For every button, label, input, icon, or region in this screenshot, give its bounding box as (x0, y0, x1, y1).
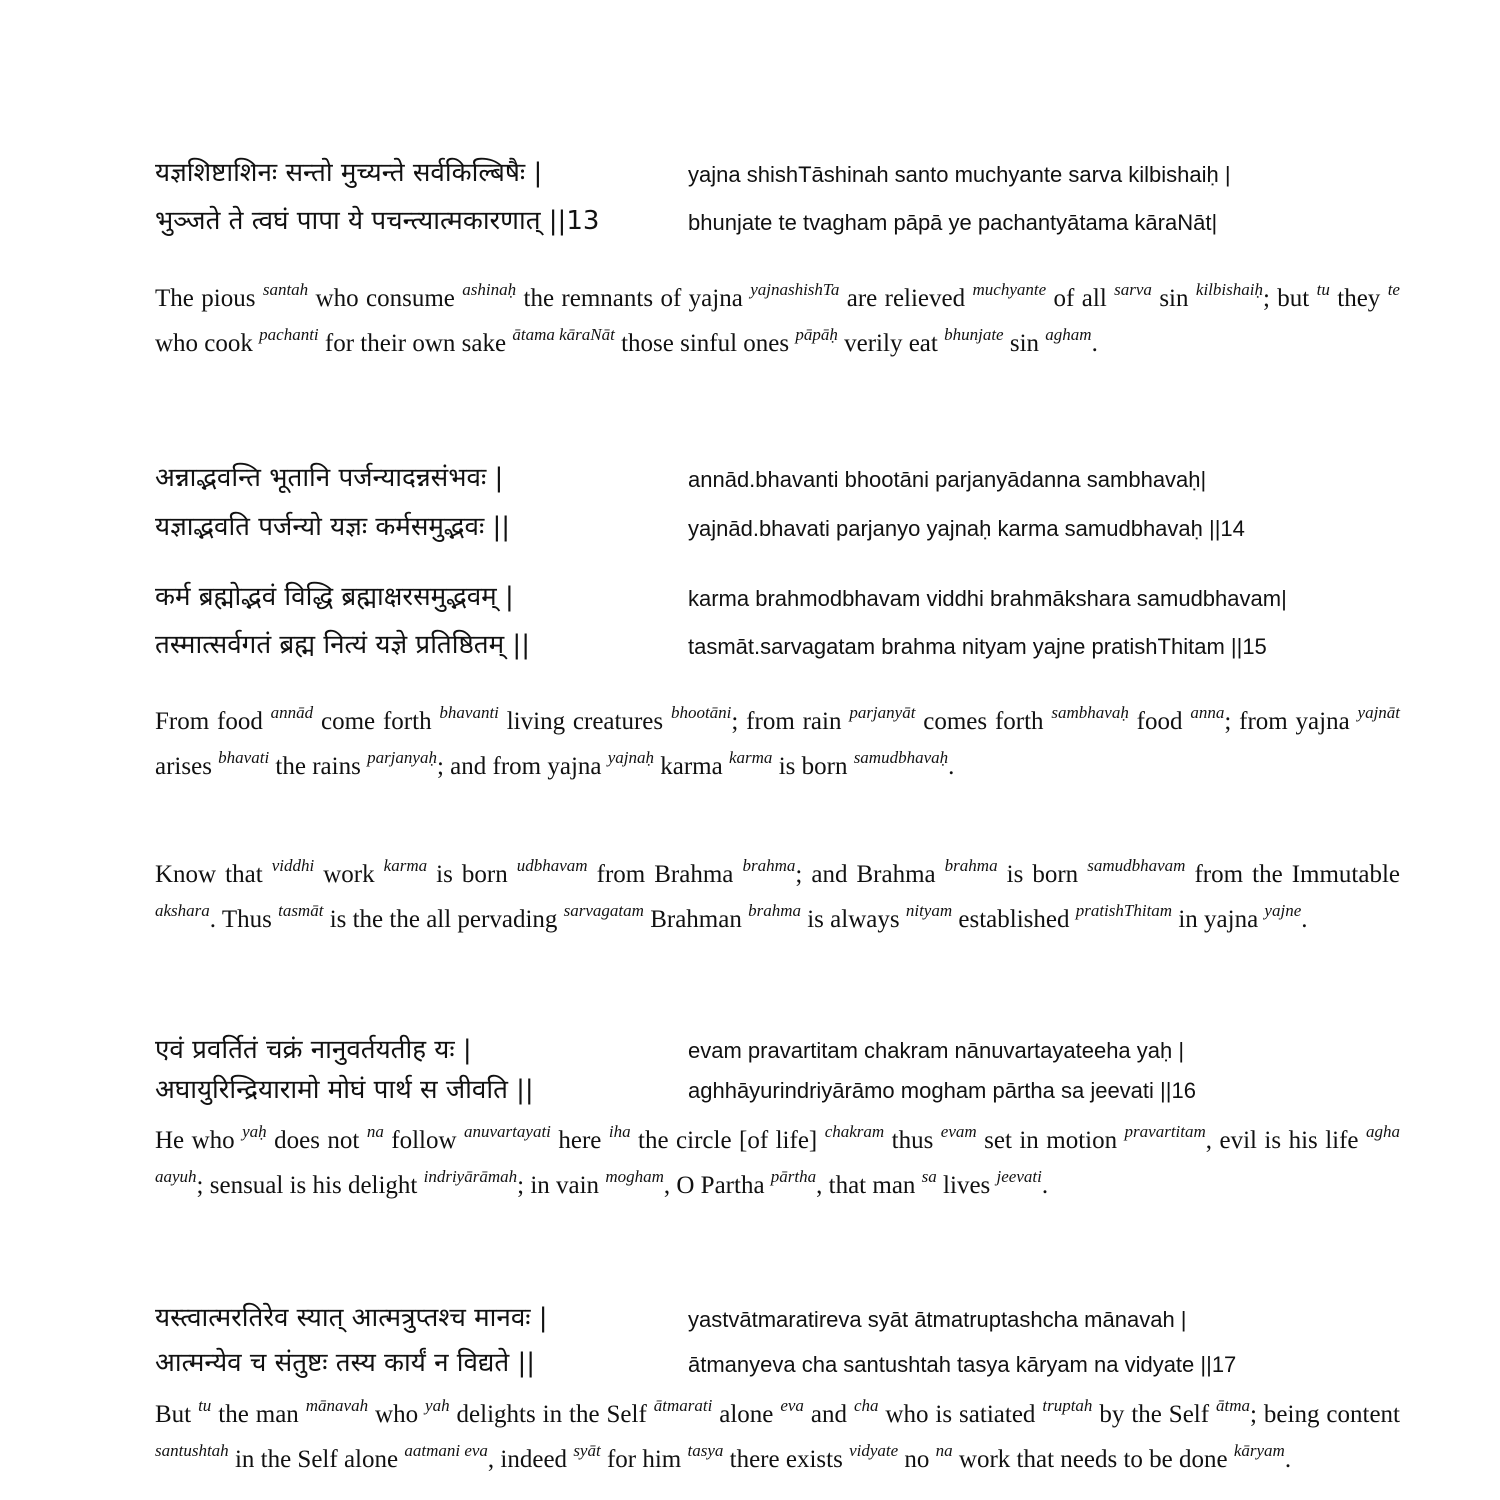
verse-17-sanskrit-line-1: यस्त्वात्मरतिरेव स्यात् आत्मत्रुप्तश्च मानवः | (155, 1303, 548, 1333)
meaning-text: for him (600, 1445, 688, 1473)
meaning-text: Know that (155, 861, 272, 888)
meaning-text: thus (884, 1127, 941, 1154)
verse-17-translit-line-2: ātmanyeva cha santushtah tasya kāryam na vidyate ||17 (688, 1352, 1237, 1377)
meaning-text: . (1041, 1171, 1049, 1199)
meaning-text: ; but (1262, 285, 1317, 312)
sanskrit-gloss: bhavati (218, 747, 270, 767)
meaning-text: . (1091, 329, 1098, 357)
sanskrit-gloss: viddhi (271, 856, 315, 875)
meaning-text: sin (1003, 329, 1046, 357)
meaning-text: ; sensual is his delight (196, 1171, 424, 1199)
meaning-text: the remnants of yajna (516, 285, 751, 312)
sanskrit-gloss: brahma (748, 900, 801, 920)
sanskrit-gloss: kāryam (1233, 1440, 1285, 1460)
sanskrit-gloss: bhavanti (439, 703, 499, 722)
sanskrit-gloss: anuvartayati (464, 1122, 551, 1141)
verse-13-translit-line-1: yajna shishTāshinah santo muchyante sarva kilbishaiḥ | (688, 162, 1231, 187)
sanskrit-gloss: ātama kāraNāt (512, 324, 615, 344)
sanskrit-gloss: ashinaḥ (462, 280, 517, 299)
meaning-text: delights in the Self (449, 1401, 654, 1428)
sanskrit-gloss: yajnāt (1357, 703, 1401, 722)
sanskrit-gloss: sa (921, 1166, 937, 1186)
sanskrit-gloss: sarva (1114, 280, 1152, 299)
sanskrit-gloss: santushtah (155, 1440, 229, 1460)
verse-14-translit-line-2: yajnād.bhavati parjanyo yajnaḥ karma samudbhavaḥ ||14 (688, 516, 1245, 541)
meaning-text: from Brahma (587, 861, 743, 888)
sanskrit-gloss: parjanyaḥ (367, 747, 437, 767)
verse-16-sanskrit-line-2: अघायुरिन्द्रियारामो मोघं पार्थ स जीवति || (155, 1075, 534, 1105)
meaning-text: work that needs to be done (952, 1445, 1234, 1473)
sanskrit-gloss: iha (608, 1122, 631, 1141)
sanskrit-gloss: yajnaḥ (607, 747, 655, 767)
meaning-text: . (1284, 1445, 1292, 1473)
meaning-text: ; from yajna (1224, 708, 1358, 735)
meaning-text: , O Partha (663, 1171, 771, 1199)
meaning-text: is born (772, 752, 854, 780)
sanskrit-gloss: bhunjate (944, 324, 1004, 344)
meaning-text: He who (155, 1127, 243, 1154)
sanskrit-gloss: na (935, 1440, 953, 1460)
meaning-text: and (803, 1401, 854, 1428)
sanskrit-gloss: pravartitam (1124, 1122, 1206, 1141)
meaning-text: . (948, 752, 955, 780)
meaning-17-paragraph (155, 1393, 1400, 1482)
sanskrit-gloss: sambhavaḥ (1051, 703, 1129, 722)
verse-13-sanskrit-line-2: भुञ्जते ते त्वघं पापा ये पचन्त्यात्मकारणात् ||13 (155, 206, 600, 236)
verse-14-sanskrit-line-1: अन्नाद्भवन्ति भूतानि पर्जन्यादन्नसंभवः | (155, 463, 504, 493)
meaning-text: in yajna (1172, 905, 1265, 933)
meaning-text: sin (1151, 285, 1196, 312)
meaning-16-paragraph (155, 1119, 1400, 1208)
verse-15-translit-line-2: tasmāt.sarvagatam brahma nityam yajne pratishThitam ||15 (688, 634, 1267, 659)
sanskrit-gloss: anna (1190, 703, 1225, 722)
meaning-13-paragraph (155, 277, 1400, 366)
meaning-text: The pious (155, 285, 263, 312)
sanskrit-gloss: eva (780, 1396, 804, 1415)
sanskrit-gloss: evam (940, 1122, 977, 1141)
meaning-text: by the Self (1092, 1401, 1217, 1428)
meaning-text: verily eat (837, 329, 945, 357)
meaning-text: lives (936, 1171, 997, 1199)
meaning-text: food (1128, 708, 1191, 735)
meaning-text: . Thus (209, 905, 279, 933)
sanskrit-gloss: indriyārāmah (423, 1166, 518, 1186)
meaning-text: Brahman (643, 905, 749, 933)
verse-16-translit-line-1: evam pravartitam chakram nānuvartayateeha yaḥ | (688, 1038, 1185, 1063)
meaning-text: . (1301, 905, 1308, 933)
sanskrit-gloss: yajnashishTa (750, 280, 840, 299)
sanskrit-gloss: mānavah (305, 1396, 369, 1415)
verse-13-translit-line-2: bhunjate te tvagham pāpā ye pachantyātama kāraNāt| (688, 210, 1218, 235)
sanskrit-gloss: pachanti (259, 324, 319, 344)
verse-16-translit-line-2: aghhāyurindriyārāmo mogham pārtha sa jeevati ||16 (688, 1078, 1196, 1103)
sanskrit-gloss: tasya (687, 1440, 724, 1460)
sanskrit-gloss: chakram (824, 1122, 885, 1141)
sanskrit-gloss: tu (1316, 280, 1330, 299)
meaning-text: who (368, 1401, 426, 1428)
meaning-text: there exists (723, 1445, 850, 1473)
meaning-text: From food (155, 708, 271, 735)
meaning-text: here (550, 1127, 609, 1154)
sanskrit-gloss: sarvagatam (563, 900, 644, 920)
meaning-text: arises (155, 752, 219, 780)
sanskrit-gloss: ātma (1216, 1396, 1251, 1415)
sanskrit-gloss: brahma (944, 856, 998, 875)
meaning-text: those sinful ones (614, 329, 796, 357)
sanskrit-gloss: pārtha (770, 1166, 817, 1186)
verse-14-translit-line-1: annād.bhavanti bhootāni parjanyādanna sambhavaḥ| (688, 467, 1207, 492)
sanskrit-gloss: agha aayuh (155, 1122, 1400, 1186)
sanskrit-gloss: ātmarati (653, 1396, 713, 1415)
meaning-text: But (155, 1401, 199, 1428)
meaning-text: does not (266, 1127, 367, 1154)
sanskrit-gloss: karma (728, 747, 773, 767)
meaning-text: for their own sake (318, 329, 513, 357)
meaning-text: work (314, 861, 384, 888)
meaning-text: of all (1046, 285, 1115, 312)
sanskrit-gloss: kilbishaiḥ (1195, 280, 1263, 299)
meaning-text: the circle [of life] (630, 1127, 825, 1154)
sanskrit-gloss: cha (853, 1396, 879, 1415)
sanskrit-gloss: muchyante (972, 280, 1047, 299)
sanskrit-gloss: agham (1045, 324, 1092, 344)
meaning-text: is born (997, 861, 1088, 888)
meaning-text: ; from rain (731, 708, 850, 735)
meaning-text: is born (427, 861, 517, 888)
meaning-text: , evil is his life (1205, 1127, 1366, 1154)
meaning-text: who is satiated (878, 1401, 1043, 1428)
sanskrit-gloss: bhootāni (670, 703, 732, 722)
sanskrit-gloss: syāt (573, 1440, 601, 1460)
sanskrit-gloss: yah (425, 1396, 450, 1415)
meaning-text: comes forth (915, 708, 1052, 735)
sanskrit-gloss: karma (383, 856, 428, 875)
verse-17-sanskrit-line-2: आत्मन्येव च संतुष्टः तस्य कार्यं न विद्यते || (155, 1348, 535, 1378)
meaning-text: established (952, 905, 1076, 933)
meaning-text: living creatures (498, 708, 671, 735)
sanskrit-gloss: brahma (742, 856, 796, 875)
sanskrit-gloss: santah (262, 280, 309, 299)
sanskrit-gloss: akshara (155, 900, 210, 920)
sanskrit-gloss: yaḥ (242, 1122, 267, 1141)
meaning-text: karma (654, 752, 729, 780)
meaning-text: come forth (313, 708, 440, 735)
verse-14-sanskrit-line-2: यज्ञाद्भवति पर्जन्यो यज्ञः कर्मसमुद्भवः || (155, 512, 510, 542)
meaning-text: ; and from yajna (436, 752, 608, 780)
meaning-14-paragraph (155, 700, 1400, 789)
sanskrit-gloss: na (366, 1122, 384, 1141)
meaning-text: , indeed (487, 1445, 574, 1473)
sanskrit-gloss: samudbhavam (1087, 856, 1186, 875)
meaning-text: in the Self alone (228, 1445, 405, 1473)
meaning-text: ; in vain (517, 1171, 606, 1199)
sanskrit-gloss: yajne (1264, 900, 1302, 920)
verse-15-sanskrit-line-1: कर्म ब्रह्मोद्भवं विद्धि ब्रह्माक्षरसमुद्भवम् | (155, 582, 514, 612)
meaning-text: is always (800, 905, 906, 933)
meaning-text: from the Immutable (1185, 861, 1401, 888)
sanskrit-gloss: parjanyāt (849, 703, 916, 722)
sanskrit-gloss: te (1387, 280, 1400, 299)
verse-15-translit-line-1: karma brahmodbhavam viddhi brahmākshara samudbhavam| (688, 586, 1287, 611)
sanskrit-gloss: tasmāt (278, 900, 324, 920)
meaning-text: the man (211, 1401, 306, 1428)
meaning-text: are relieved (839, 285, 973, 312)
meaning-text: they (1329, 285, 1388, 312)
meaning-text: follow (383, 1127, 465, 1154)
meaning-text: ; being content (1250, 1401, 1400, 1428)
verse-17-translit-line-1: yastvātmaratireva syāt ātmatruptashcha mānavah | (688, 1307, 1187, 1332)
sanskrit-gloss: vidyate (849, 1440, 899, 1460)
sanskrit-gloss: annād (270, 703, 314, 722)
meaning-15-paragraph (155, 853, 1400, 942)
meaning-text: ; and Brahma (795, 861, 945, 888)
verse-15-sanskrit-line-2: तस्मात्सर्वगतं ब्रह्म नित्यं यज्ञे प्रतिष्ठितम् || (155, 630, 530, 660)
sanskrit-gloss: nityam (905, 900, 953, 920)
meaning-text: is the the all pervading (323, 905, 564, 933)
meaning-text: alone (712, 1401, 781, 1428)
sanskrit-gloss: pratishThitam (1075, 900, 1173, 920)
sanskrit-gloss: mogham (605, 1166, 664, 1186)
meaning-text: who cook (155, 329, 260, 357)
sanskrit-gloss: tu (198, 1396, 212, 1415)
verse-13-sanskrit-line-1: यज्ञशिष्टाशिनः सन्तो मुच्यन्ते सर्वकिल्बिषैः | (155, 158, 543, 188)
sanskrit-gloss: jeevati (996, 1166, 1042, 1186)
sanskrit-gloss: udbhavam (516, 856, 588, 875)
sanskrit-gloss: truptah (1042, 1396, 1093, 1415)
sanskrit-gloss: samudbhavaḥ (853, 747, 949, 767)
meaning-text: who consume (308, 285, 463, 312)
sanskrit-gloss: aatmani eva (404, 1440, 488, 1460)
meaning-text: , that man (816, 1171, 922, 1199)
meaning-text: set in motion (976, 1127, 1125, 1154)
meaning-text: no (898, 1445, 936, 1473)
verse-16-sanskrit-line-1: एवं प्रवर्तितं चक्रं नानुवर्तयतीह यः | (155, 1035, 472, 1065)
sanskrit-gloss: pāpāḥ (795, 324, 838, 344)
meaning-text: the rains (269, 752, 368, 780)
